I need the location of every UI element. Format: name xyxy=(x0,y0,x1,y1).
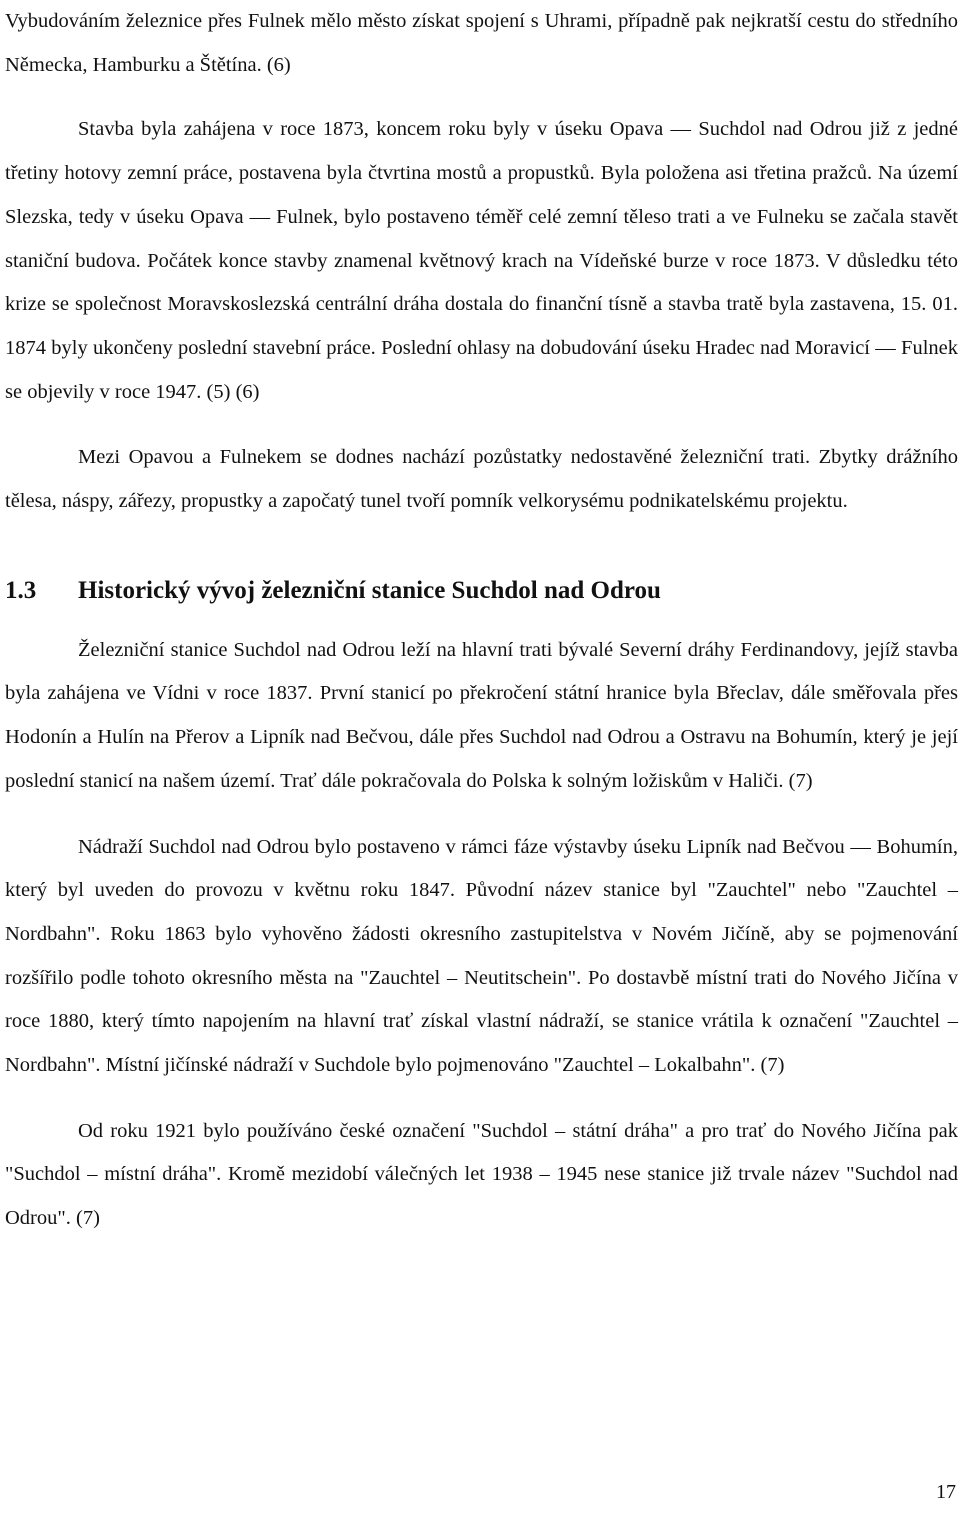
document-page xyxy=(5,0,958,1241)
paragraph-construction-history: Stavba byla zahájena v roce 1873, koncem roku byly v úseku Opava — Suchdol nad Odrou již z jedné třetiny hotovy zemní práce, postavena byla čtvrtina mostů a propustků. Byla položena asi třetina pražců. Na území Slezska, tedy v úseku Opava — Fulnek, bylo postaveno téměř celé zemní těleso trati a ve Fulneku se začala stavět staniční budova. Počátek konce stavby znamenal květnový krach na Vídeňské burze v roce 1873. V důsledku této krize se společnost Moravskoslezská centrální dráha dostala do finanční tísně a stavba tratě byla zastavena, 15. 01. 1874 byly ukončeny poslední stavební práce. Poslední ohlasy na dobudování úseku Hradec nad Moravicí — Fulnek se objevily v roce 1947. (5) (6) xyxy=(5,118,958,403)
paragraph-fulnek-connection: Vybudováním železnice přes Fulnek mělo město získat spojení s Uhrami, případně pak nejkratší cestu do středního Německa, Hamburku a Štětína. (6) xyxy=(5,10,958,76)
section-number: 1.3 xyxy=(5,576,37,604)
paragraph-remains: Mezi Opavou a Fulnekem se dodnes nachází pozůstatky nedostavěné železniční trati. Zbytky drážního tělesa, náspy, zářezy, propustky a započatý tunel tvoří pomník velkorysému podnikatelskému projektu. xyxy=(5,446,958,513)
section-title: Historický vývoj železniční stanice Suchdol nad Odrou xyxy=(78,576,661,604)
section-heading xyxy=(5,571,958,611)
paragraph-station-location: Železniční stanice Suchdol nad Odrou leží na hlavní trati bývalé Severní dráhy Ferdinandovy, jejíž stavba byla zahájena ve Vídni v roce 1837. První stanicí po překročení státní hranice byla Břeclav, dále směřovala přes Hodonín a Hulín na Přerov a Lipník nad Bečvou, dále přes Suchdol nad Odrou a Ostravu na Bohumín, který je její poslední stanicí na našem území. Trať dále pokračovala do Polska k solným ložiskům v Haliči. (7) xyxy=(5,638,958,792)
paragraph-station-names: Nádraží Suchdol nad Odrou bylo postaveno v rámci fáze výstavby úseku Lipník nad Bečvou — Bohumín, který byl uveden do provozu v květnu roku 1847. Původní název stanice byl "Zauchtel" nebo "Zauchtel – Nordbahn". Roku 1863 bylo vyhověno žádosti okresního zastupitelstva v Novém Jičíně, aby se pojmenování rozšířilo podle tohoto okresního města na "Zauchtel – Neutitschein". Po dostavbě místní trati do Nového Jičína v roce 1880, který tímto napojením na hlavní trať získal vlastní nádraží, se stanice vrátila k označení "Zauchtel – Nordbahn". Místní jičínské nádraží v Suchdole bylo pojmenováno "Zauchtel – Lokalbahn". (7) xyxy=(5,835,958,1077)
page-number: 17 xyxy=(936,1481,956,1503)
paragraph-czech-names: Od roku 1921 bylo používáno české označení "Suchdol – státní dráha" a pro trať do Nového Jičína pak "Suchdol – místní dráha". Kromě mezidobí válečných let 1938 – 1945 nese stanice již trvale název "Suchdol nad Odrou". (7) xyxy=(5,1119,958,1230)
